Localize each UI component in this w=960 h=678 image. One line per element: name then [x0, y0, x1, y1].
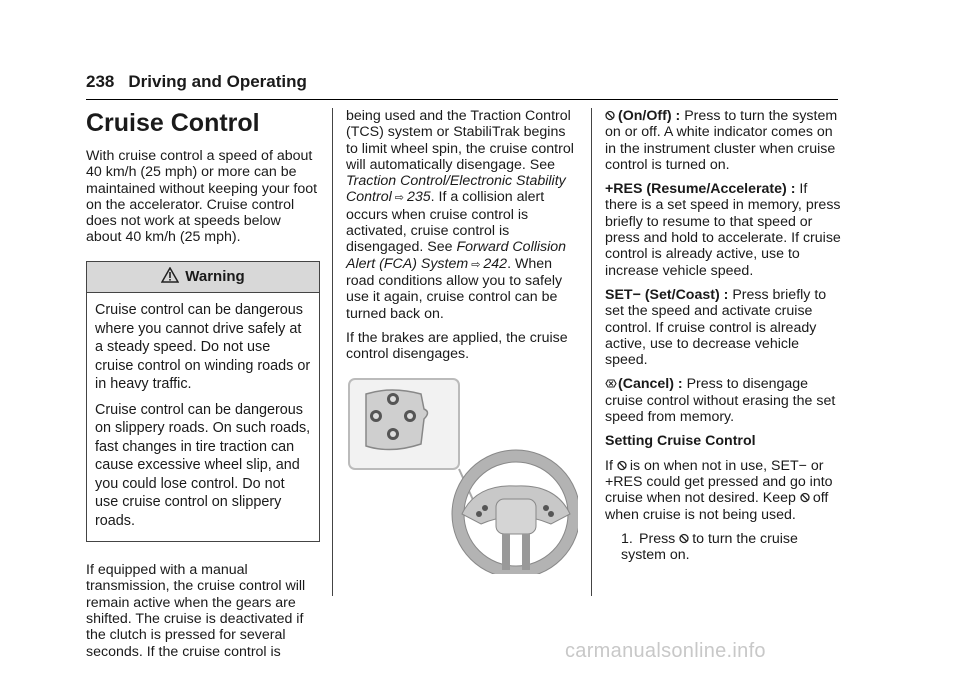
- link-traction-control[interactable]: Traction Control/Electronic Stability Control: [346, 173, 566, 206]
- watermark: carmanualsonline.info: [565, 640, 766, 662]
- page-ref-arrow-icon: ⇨: [471, 258, 481, 271]
- warning-paragraph-2: Cruise control can be dangerous on slippery roads. On such roads, fast changes in tire traction can cause excessive wheel slip, and you could lose control. Do not use cruise control on slippery roads.: [95, 401, 311, 529]
- res-label: +RES (Resume/Accelerate) :: [605, 181, 796, 198]
- onoff-description: (On/Off) : Press to turn the system on or off. A white indicator comes on in the instrument cluster when cruise control is turned on.: [605, 108, 838, 173]
- step-1-number: 1.: [621, 530, 633, 547]
- warning-box: [86, 261, 320, 542]
- page-ref-235[interactable]: 235: [406, 189, 431, 206]
- cruise-onoff-icon: [605, 109, 615, 120]
- warning-triangle-icon: [161, 267, 179, 287]
- cancel-description: (Cancel) : Press to disengage cruise control without erasing the set speed from memory.: [605, 376, 836, 426]
- column-3: [605, 108, 841, 571]
- steering-wheel-illustration: [346, 374, 578, 574]
- cancel-label: (Cancel) :: [618, 376, 683, 393]
- setting-heading: Setting Cruise Control: [605, 433, 756, 450]
- column-divider-2: [591, 108, 592, 596]
- intro-paragraph: With cruise control a speed of about 40 km/h (25 mph) or more can be maintained without keeping your foot on the accelerator. Cruise control does not work at speeds below about 40 km/h (25 mph).: [86, 148, 318, 246]
- step-1: 1. Press to turn the cruise system on.: [621, 530, 798, 564]
- page-number: 238: [86, 72, 115, 91]
- column-1: [86, 108, 320, 668]
- onoff-label: (On/Off) :: [618, 108, 681, 124]
- setting-paragraph: If is on when not in use, SET− or +RES could get pressed and go into cruise when not desired. Keep off when cruise is not being used.: [605, 457, 833, 523]
- section-title: Driving and Operating: [128, 72, 307, 91]
- page-title: Cruise Control: [86, 109, 260, 137]
- link-forward-collision-alert[interactable]: Forward Collision Alert (FCA) System: [346, 239, 567, 272]
- warning-paragraph-1: Cruise control can be dangerous where you cannot drive safely at a steady speed. Do not use cruise control on winding roads or in heavy traffic.: [95, 302, 311, 393]
- set-description: SET− (Set/Coast) : Press briefly to set the speed and activate cruise control. If cruise control is already active, use to decrease vehicle speed.: [605, 286, 827, 369]
- header-rule: [86, 99, 838, 100]
- warning-heading: Warning: [185, 267, 245, 285]
- warning-header: [87, 262, 319, 293]
- res-description: +RES (Resume/Accelerate) : If there is a set speed in memory, press briefly to resume to that speed or press and hold to accelerate. If cruise control is already active, use to increase vehicle speed.: [605, 181, 841, 279]
- traction-paragraph: being used and the Traction Control (TCS) system or StabiliTrak begins to limit wheel spin, the cruise control will automatically disengage. See Traction Control/Electronic Stability Control ⇨ 235. If a collision alert occurs when cruise control is activated, cruise control is disengaged. See Forward Collision Alert (FCA) System ⇨ 242. When road conditions allow you to safely use it again, cruise control can be turned back on.: [346, 108, 574, 322]
- set-label: SET− (Set/Coast) :: [605, 286, 729, 303]
- page-ref-arrow-icon: ⇨: [394, 192, 404, 205]
- page-ref-242[interactable]: 242: [483, 255, 508, 272]
- column-2: [346, 108, 580, 579]
- steering-wheel-figure: [346, 374, 580, 578]
- cruise-onoff-icon: [679, 532, 689, 543]
- manual-transmission-paragraph: If equipped with a manual transmission, the cruise control will remain active when the gears are shifted. The cruise is deactivated if the clutch is pressed for several seconds. If the cruise control is: [86, 562, 306, 660]
- cruise-onoff-icon: [617, 459, 627, 470]
- column-divider-1: [332, 108, 333, 596]
- brakes-paragraph: If the brakes are applied, the cruise control disengages.: [346, 329, 568, 363]
- cruise-cancel-icon: [605, 377, 615, 388]
- page-header: [86, 72, 307, 92]
- cruise-onoff-icon: [800, 491, 810, 502]
- warning-body: [87, 293, 319, 541]
